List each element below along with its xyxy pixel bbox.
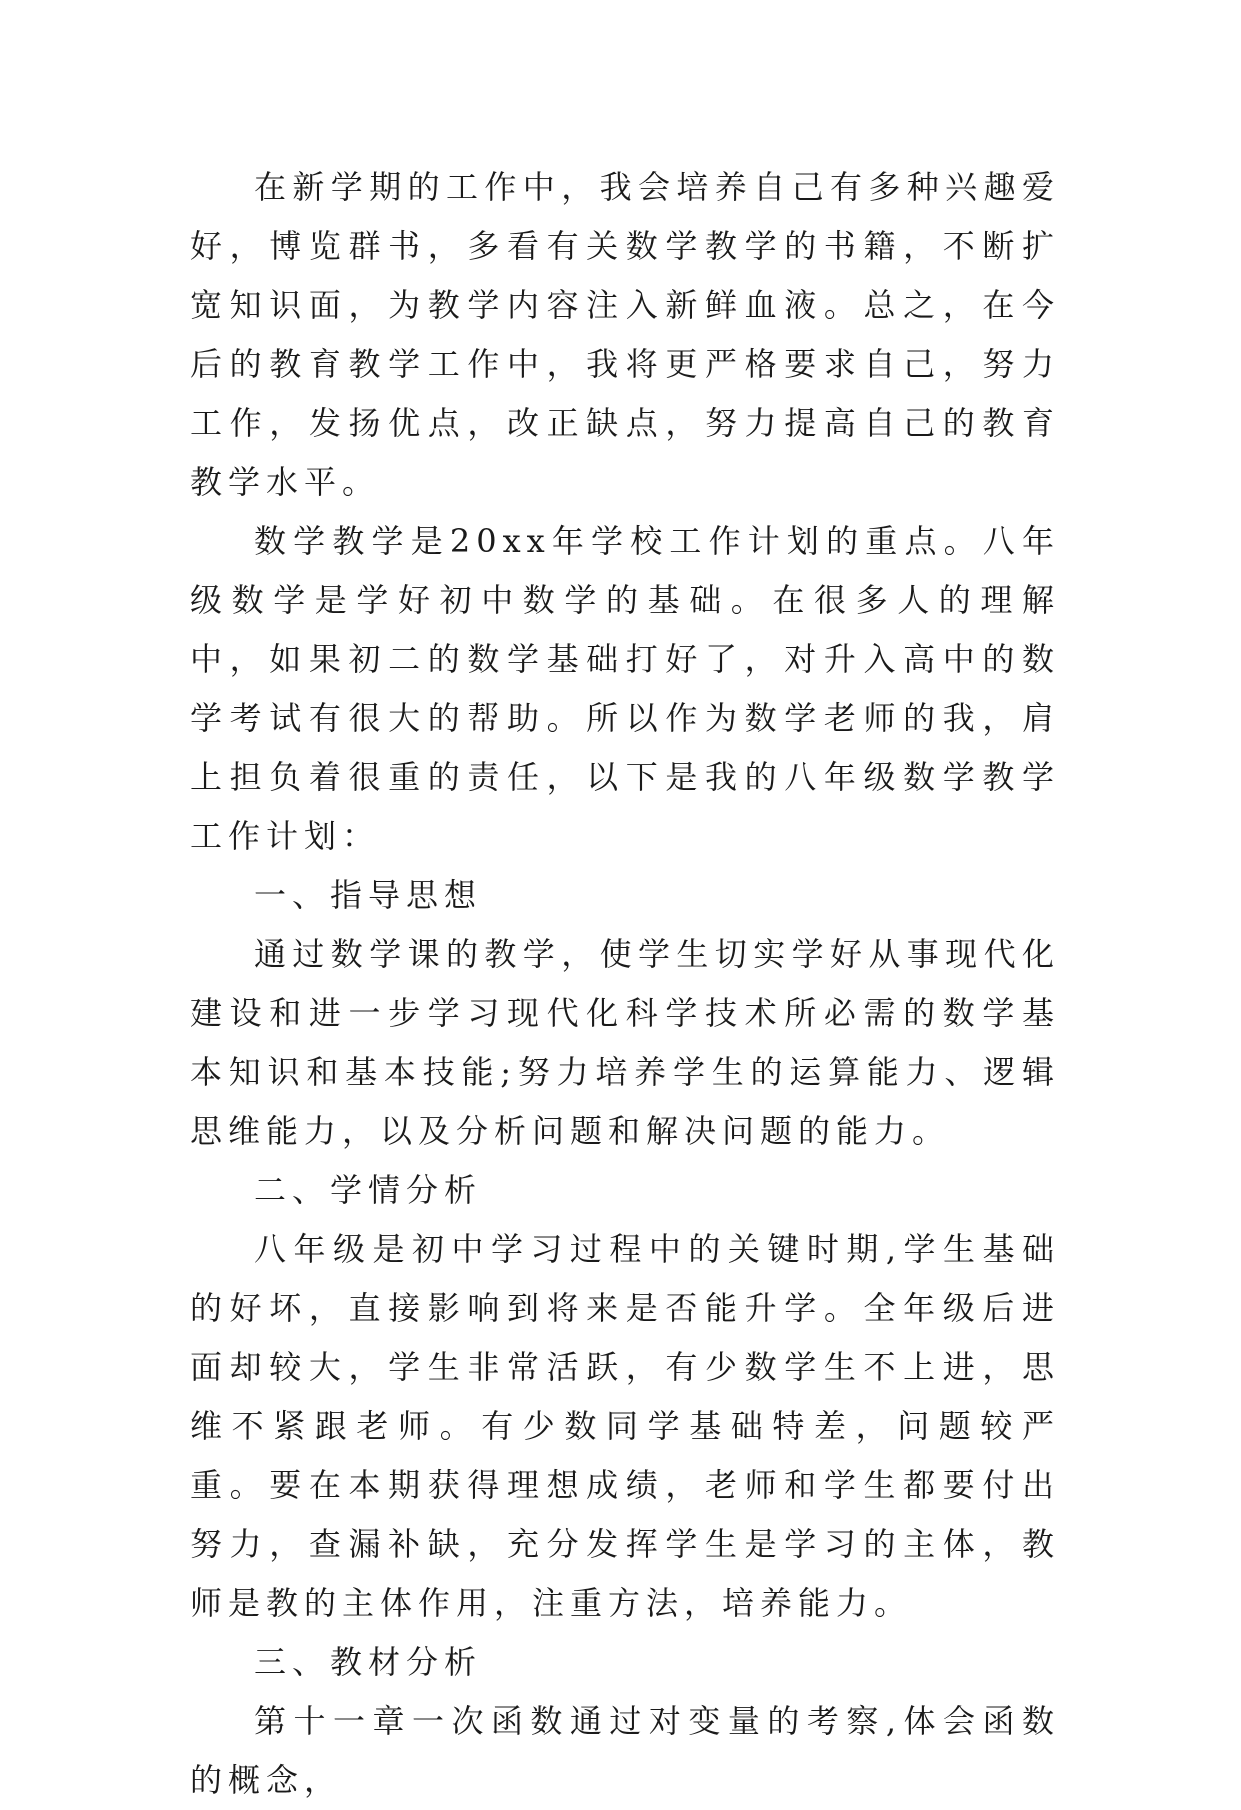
document-body xyxy=(190,158,1060,1810)
paragraph-study-plan: 在新学期的工作中，我会培养自己有多种兴趣爱好，博览群书，多看有关数学教学的书籍，不断扩宽知识面，为教学内容注入新鲜血液。总之，在今后的教育教学工作中，我将更严格要求自己，努力工作，发扬优点，改正缺点，努力提高自己的教育教学水平。 xyxy=(190,168,1060,501)
paragraph-intro: 数学教学是20xx年学校工作计划的重点。八年级数学是学好初中数学的基础。在很多人的理解中，如果初二的数学基础打好了，对升入高中的数学考试有很大的帮助。所以作为数学老师的我，肩上担负着很重的责任，以下是我的八年级数学教学工作计划： xyxy=(190,522,1060,855)
paragraph-textbook-analysis: 第十一章一次函数通过对变量的考察,体会函数的概念， xyxy=(190,1702,1060,1799)
paragraph-student-analysis: 八年级是初中学习过程中的关键时期,学生基础的好坏，直接影响到将来是否能升学。全年级后进面却较大，学生非常活跃，有少数学生不上进，思维不紧跟老师。有少数同学基础特差，问题较严重。要在本期获得理想成绩，老师和学生都要付出努力，查漏补缺，充分发挥学生是学习的主体，教师是教的主体作用，注重方法，培养能力。 xyxy=(190,1230,1060,1622)
paragraph-guiding-thought: 通过数学课的教学，使学生切实学好从事现代化建设和进一步学习现代化科学技术所必需的数学基本知识和基本技能;努力培养学生的运算能力、逻辑思维能力，以及分析问题和解决问题的能力。 xyxy=(190,935,1060,1150)
section-heading-guiding-thought: 一、指导思想 xyxy=(254,876,483,914)
section-heading-textbook-analysis: 三、教材分析 xyxy=(254,1643,483,1681)
section-heading-student-analysis: 二、学情分析 xyxy=(254,1171,483,1209)
